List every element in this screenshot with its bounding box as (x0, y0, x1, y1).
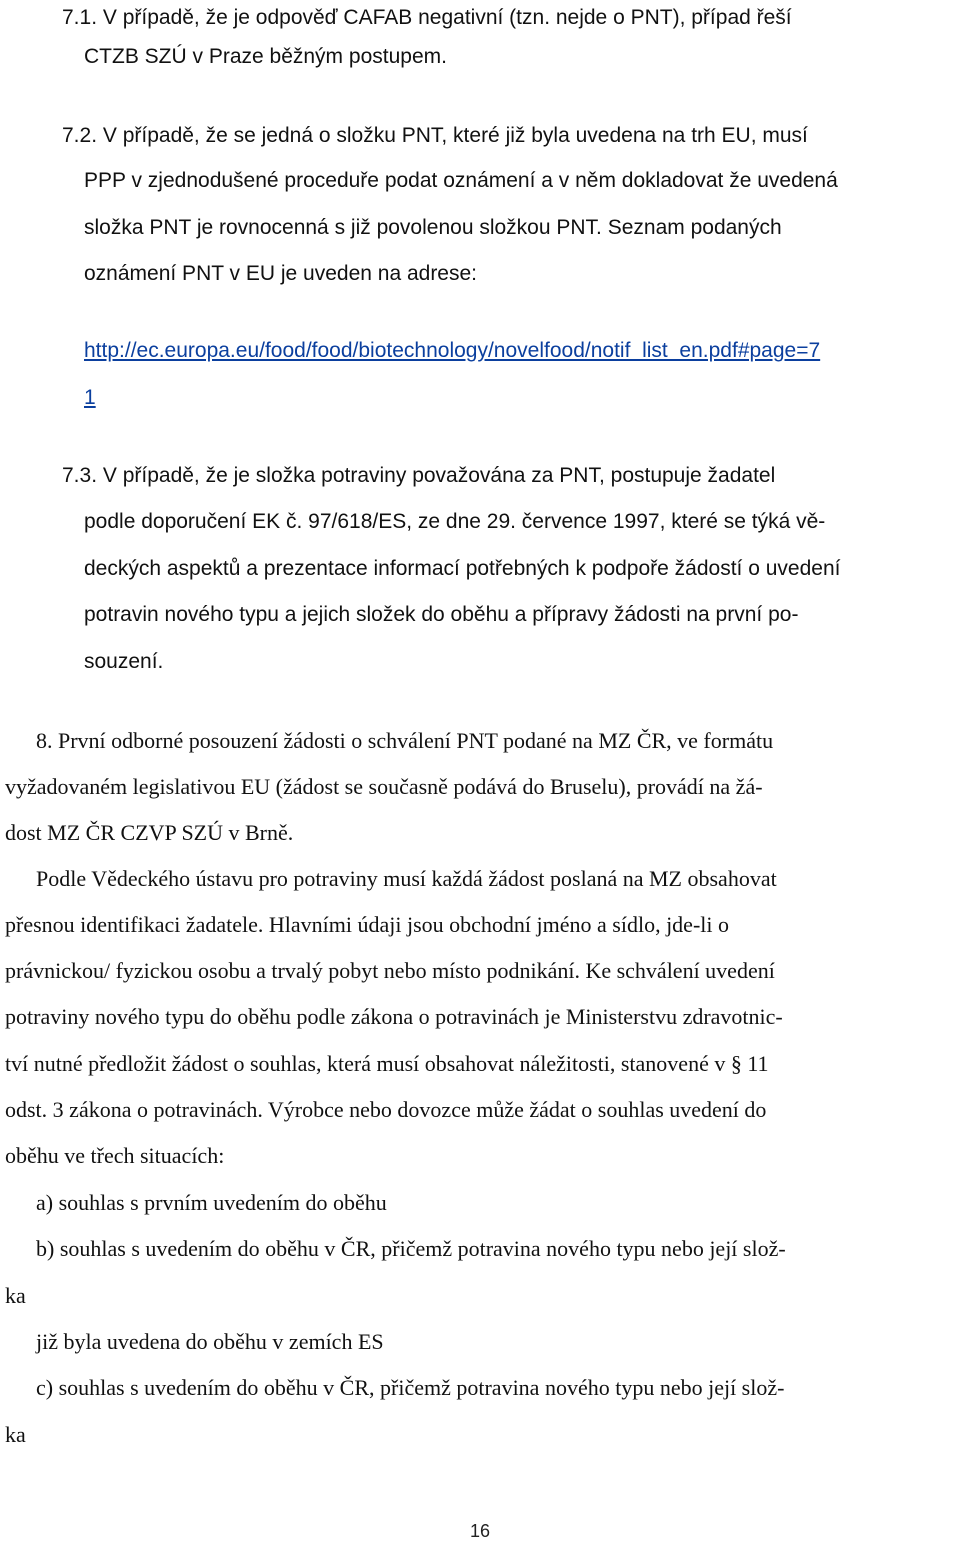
section-7-3-line-4: potravin nového typu a jejich složek do oběhu a přípravy žádosti na první po- (84, 603, 799, 626)
section-7-3-line-2: podle doporučení EK č. 97/618/ES, ze dne 29. července 1997, které se týká vě- (84, 510, 826, 533)
list-item-c: c) souhlas s uvedením do oběhu v ČR, přičemž potravina nového typu nebo její slož- (36, 1375, 785, 1400)
list-item-b-continuation: ka (5, 1283, 26, 1308)
paragraph-line-5: tví nutné předložit žádost o souhlas, která musí obsahovat náležitosti, stanovené v § 11 (5, 1051, 769, 1076)
section-7-3-line-1: 7.3. V případě, že je složka potraviny považována za PNT, postupuje žadatel (62, 464, 776, 487)
section-7-2-line-3: složka PNT je rovnocenná s již povolenou složkou PNT. Seznam podaných (84, 216, 782, 239)
section-8-line-1: 8. První odborné posouzení žádosti o schválení PNT podané na MZ ČR, ve formátu (36, 728, 774, 753)
section-7-3-line-3: deckých aspektů a prezentace informací potřebných k podpoře žádostí o uvedení (84, 557, 841, 580)
paragraph-line-4: potraviny nového typu do oběhu podle zákona o potravinách je Ministerstvu zdravotnic- (5, 1004, 783, 1029)
section-7-1-line-1: 7.1. V případě, že je odpověď CAFAB negativní (tzn. nejde o PNT), případ řeší (62, 6, 792, 29)
list-item-a: a) souhlas s prvním uvedením do oběhu (36, 1190, 387, 1215)
paragraph-line-1: Podle Vědeckého ústavu pro potraviny musí každá žádost poslaná na MZ obsahovat (36, 866, 777, 891)
list-item-b: b) souhlas s uvedením do oběhu v ČR, přičemž potravina nového typu nebo její slož- (36, 1236, 786, 1261)
paragraph-line-6: odst. 3 zákona o potravinách. Výrobce nebo dovozce může žádat o souhlas uvedení do (5, 1097, 767, 1122)
page-number: 16 (469, 1521, 491, 1541)
novelfood-link-line (84, 336, 955, 366)
section-7-2-line-2: PPP v zjednodušené proceduře podat oznámení a v něm dokladovat že uvedená (84, 169, 838, 192)
section-8-line-2: vyžadovaném legislativou EU (žádost se současně podává do Bruselu), provádí na žá- (5, 774, 763, 799)
list-item-c-continuation: ka (5, 1422, 26, 1447)
section-7-2-line-1: 7.2. V případě, že se jedná o složku PNT, které již byla uvedena na trh EU, musí (62, 124, 808, 147)
novelfood-link-continuation (84, 383, 124, 413)
section-8-line-3: dost MZ ČR CZVP SZÚ v Brně. (5, 820, 294, 845)
novelfood-notif-list-link[interactable]: http://ec.europa.eu/food/food/biotechnology/novelfood/notif_list_en.pdf#page=7 (84, 339, 821, 362)
paragraph-line-3: právnickou/ fyzickou osobu a trvalý pobyt nebo místo podnikání. Ke schválení uvedení (5, 958, 775, 983)
novelfood-link-tail[interactable]: 1 (84, 386, 96, 409)
section-7-1-line-2: CTZB SZÚ v Praze běžným postupem. (84, 45, 447, 68)
list-item-b-continuation-2: již byla uvedena do oběhu v zemích ES (36, 1329, 384, 1354)
paragraph-line-2: přesnou identifikaci žadatele. Hlavními údaji jsou obchodní jméno a sídlo, jde-li o (5, 912, 729, 937)
section-7-3-line-5: souzení. (84, 650, 164, 673)
section-7-2-line-4: oznámení PNT v EU je uveden na adrese: (84, 262, 478, 285)
paragraph-line-7: oběhu ve třech situacích: (5, 1143, 225, 1168)
